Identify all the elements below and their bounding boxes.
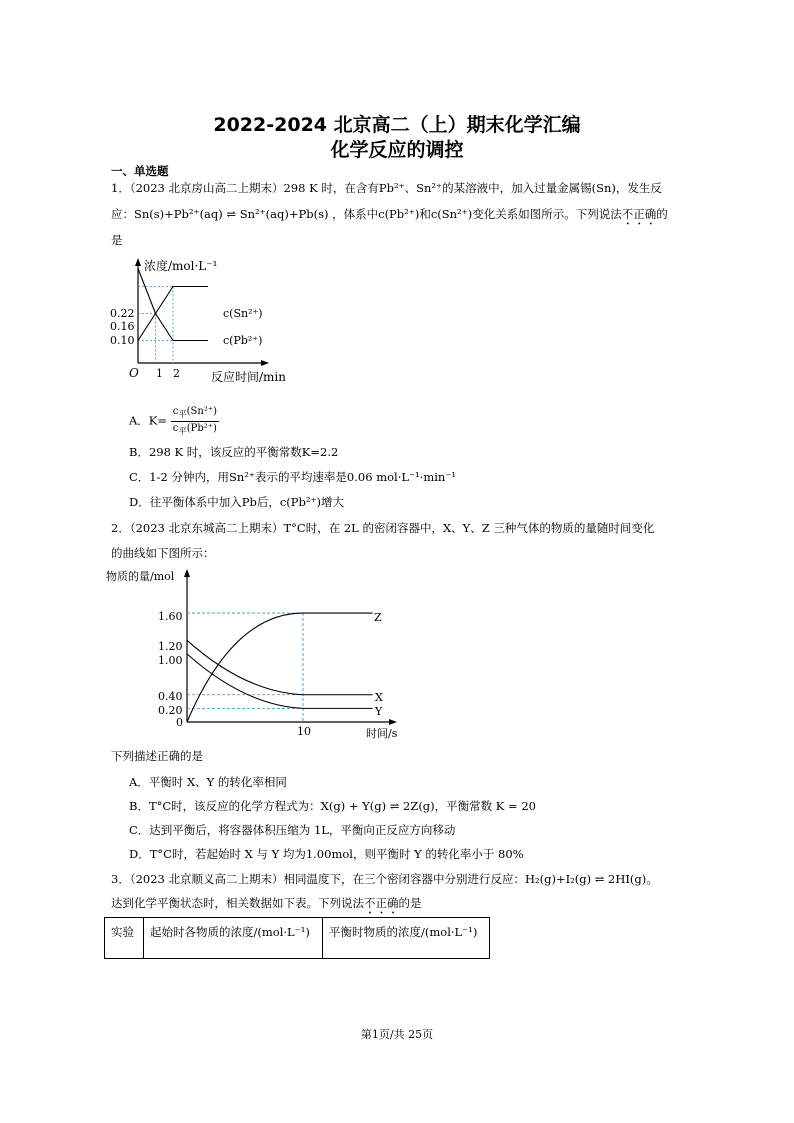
q2-chart	[104, 566, 404, 744]
page-footer: 第1页/共 25页	[360, 1028, 434, 1041]
q1-stem-line3: 是	[111, 233, 123, 247]
q2-y-label: 物质的量/mol	[106, 570, 175, 583]
q2-ytick-100: 1.00	[158, 654, 183, 667]
q2-option-b: B．T°C时，该反应的化学方程式为：X(g) + Y(g) ⇌ 2Z(g)，平衡常数 K = 20	[129, 799, 536, 813]
q2-ytick-120: 1.20	[158, 640, 183, 653]
q2-series-X	[187, 640, 373, 694]
q1-option-d: D．往平衡体系中加入Pb后，c(Pb²⁺)增大	[129, 495, 345, 509]
table-header-cell: 实验	[105, 918, 144, 959]
q1-xtick-1: 1	[156, 367, 163, 380]
q2-option-c: C．达到平衡后，将容器体积压缩为 1L，平衡向正反应方向移动	[129, 823, 456, 837]
q2-ytick-040: 0.40	[158, 690, 183, 703]
q1-ytick-010: 0.10	[110, 334, 135, 347]
q2-label-x: X	[375, 691, 383, 704]
q2-option-a: A．平衡时 X、Y 的转化率相同	[129, 775, 287, 789]
q2-stem-line1: 2．（2023 北京东城高二上期末）T°C时，在 2L 的密闭容器中，X、Y、Z 三种气体的物质的量随时间变化	[111, 521, 655, 535]
q1-stem-line2: 应：Sn(s)+Pb²⁺(aq) ⇌ Sn²⁺(aq)+Pb(s) ，体系中c(Pb²⁺)和c(Sn²⁺)变化关系如图所示。下列说法不正确的	[111, 207, 668, 221]
q2-label-z: Z	[374, 611, 382, 624]
q2-stem-line2: 的曲线如下图所示：	[111, 546, 215, 560]
q1-ytick-022: 0.22	[110, 307, 135, 320]
q1-stem-line1: 1．（2023 北京房山高二上期末）298 K 时，在含有Pb²⁺、Sn²⁺的某溶液中，加入过量金属锡(Sn)，发生反	[111, 181, 662, 195]
q2-label-y: Y	[375, 705, 383, 718]
table-header-cell: 起始时各物质的浓度/(mol·L⁻¹)	[144, 918, 323, 959]
q1-ytick-016: 0.16	[110, 320, 135, 333]
doc-subtitle: 化学反应的调控	[330, 139, 464, 161]
q2-ytick-160: 1.60	[158, 610, 183, 623]
q1-label-sn: c(Sn²⁺)	[223, 307, 263, 320]
q1-x-label: 反应时间/min	[211, 370, 286, 384]
q1-y-label: 浓度/mol·L⁻¹	[144, 259, 218, 273]
q1-label-pb: c(Pb²⁺)	[223, 334, 263, 347]
q1-xtick-2: 2	[173, 367, 180, 380]
table-header-cell: 平衡时物质的浓度/(mol·L⁻¹)	[323, 918, 490, 959]
q2-ytick-0: 0	[176, 716, 183, 729]
q2-option-d: D．T°C时，若起始时 X 与 Y 均为1.00mol，则平衡时 Y 的转化率小于 80%	[129, 847, 524, 861]
q3-stem-line2: 达到化学平衡状态时，相关数据如下表。下列说法不正确的是	[111, 896, 422, 910]
section-heading: 一、单选题	[111, 164, 169, 178]
q1-origin: O	[129, 366, 139, 380]
q2-x-label: 时间/s	[366, 727, 398, 740]
q1-chart	[106, 255, 306, 390]
q1-option-a: A．K= $c_平(Sn^{2+})$ $c_平(Pb^{2+})$	[129, 406, 218, 436]
q2-xtick-10: 10	[297, 725, 311, 738]
q2-ytick-020: 0.20	[158, 704, 183, 717]
q2-lead: 下列描述正确的是	[111, 749, 203, 763]
q3-stem-line1: 3．（2023 北京顺义高二上期末）相同温度下，在三个密闭容器中分别进行反应：H₂(g)+I₂(g) ⇌ 2HI(g)。	[111, 872, 658, 886]
q1-option-c: C．1-2 分钟内，用Sn²⁺表示的平均速率是0.06 mol·L⁻¹·min⁻¹	[129, 470, 457, 484]
table-row	[105, 918, 490, 959]
doc-title: 2022-2024 北京高二（上）期末化学汇编	[213, 114, 581, 136]
q3-table	[104, 917, 490, 959]
q1-option-b: B．298 K 时，该反应的平衡常数K=2.2	[129, 445, 339, 459]
